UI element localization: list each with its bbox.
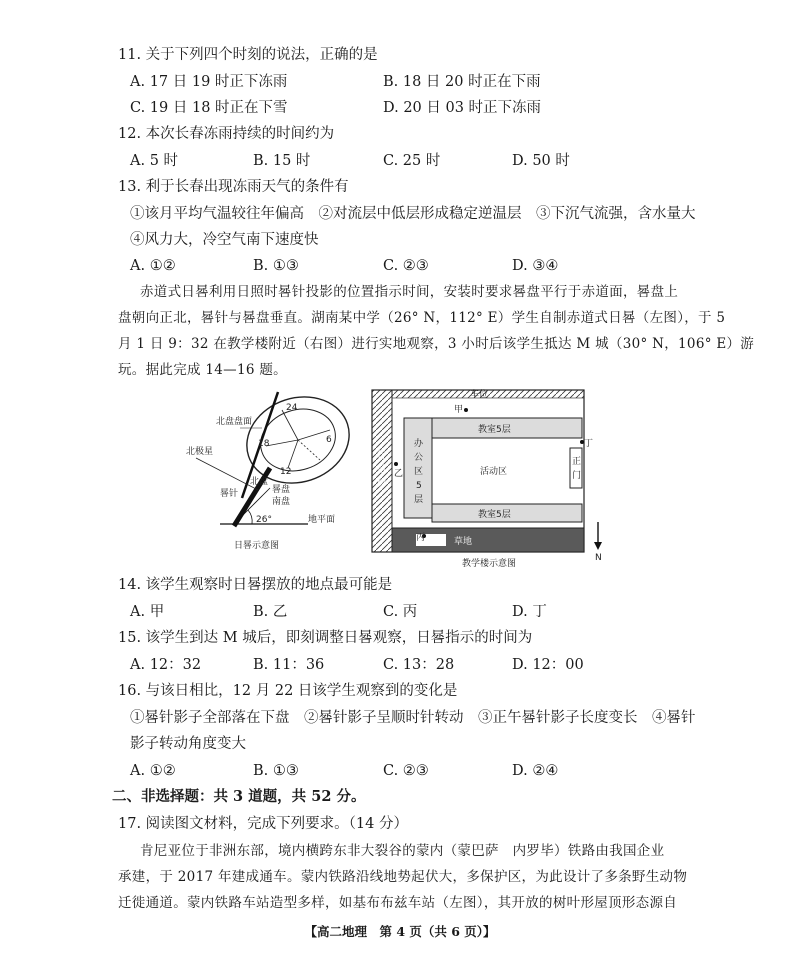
q16-option-c: C. ②③ [383,763,429,779]
q12-option-d: D. 50 时 [512,153,570,169]
label-north-surface: 北盘盘面 [216,417,253,427]
label-road-3: 树 [377,479,387,489]
q12-option-a: A. 5 时 [130,153,179,169]
label-office-2: 公 [414,453,424,463]
q14-option-d: D. 丁 [512,604,547,620]
label-north: N [595,553,602,563]
q14-option-b: B. 乙 [253,604,288,620]
point-jia: 甲 [454,405,464,415]
page-footer: 【高二地理 第 4 页（共 6 页）】 [304,924,496,939]
q14-option-c: C. 丙 [383,604,418,620]
q15-option-c: C. 13：28 [383,657,455,673]
main-gate [570,448,582,488]
q16-option-d: D. ②④ [512,763,559,779]
label-gate-1: 正 [572,457,582,467]
label-classroom-bottom: 教室5层 [478,510,511,520]
q17-stem: 17. 阅读图文材料，完成下列要求。（14 分） [118,816,408,832]
q13-option-b: B. ①③ [253,258,299,274]
point-ding: 丁 [584,439,594,449]
label-lawn: 草地 [454,537,473,547]
q11-option-d: D. 20 日 03 时正下冻雨 [383,100,542,116]
label-ground: 地平面 [308,515,336,525]
q13-option-c: C. ②③ [383,258,429,274]
point-yi: 乙 [394,469,404,479]
label-office-1: 办 [414,439,424,449]
sundial-caption: 日晷示意图 [234,541,280,551]
q13-option-d: D. ③④ [512,258,559,274]
q16-option-b: B. ①③ [253,763,299,779]
label-office-4: 5 [416,481,422,491]
q13-option-a: A. ①② [130,258,176,274]
q16-statements-line2: 影子转动角度变大 [130,736,246,752]
section-heading: 二、非选择题：共 3 道题，共 52 分。 [112,788,366,805]
q12-option-c: C. 25 时 [383,153,441,169]
label-activity: 活动区 [480,467,508,477]
label-dial: 晷盘 [272,485,291,495]
label-office-3: 区 [414,467,424,477]
q15-stem: 15. 该学生到达 M 城后，即刻调整日晷观察，日晷指示的时间为 [118,630,533,646]
label-road-2: 道 [377,465,387,475]
q13-statements-line2: ④风力大，冷空气南下速度快 [130,232,319,248]
q14-stem: 14. 该学生观察时日晷摆放的地点最可能是 [118,577,393,593]
q11-option-c: C. 19 日 18 时正在下雪 [130,100,288,116]
q14-option-a: A. 甲 [130,604,165,620]
q13-statements-line1: ①该月平均气温较往年偏高 ②对流层中低层形成稳定逆温层 ③下沉气流强，含水量大 [130,206,696,222]
label-hour-6: 6 [326,435,332,445]
q11-stem: 11. 关于下列四个时刻的说法，正确的是 [118,47,378,63]
q16-option-a: A. ①② [130,763,176,779]
label-angle: 26° [256,515,272,525]
q13-stem: 13. 利于长春出现冻雨天气的条件有 [118,179,349,195]
q15-option-b: B. 11：36 [253,657,325,673]
sundial-diagram [180,388,360,558]
intro-line1: 赤道式日晷利用日照时晷针投影的位置指示时间，安装时要求晷盘平行于赤道面，晷盘上 [140,284,679,300]
q15-option-a: A. 12：32 [130,657,202,673]
q11-option-b: B. 18 日 20 时正在下雨 [383,74,541,90]
label-hour-12: 12 [280,467,292,477]
campus-diagram [370,388,610,568]
label-classroom-top: 教室5层 [478,425,511,435]
label-gnomon: 晷针 [220,489,239,499]
q12-option-b: B. 15 时 [253,153,311,169]
point-bing: 丙 [416,533,426,543]
intro-line3: 月 1 日 9：32 在教学楼附近（右图）进行实地观察，3 小时后该学生抵达 M 城（30° N，106° E）游 [118,336,755,352]
q11-option-a: A. 17 日 19 时正下冻雨 [130,74,288,90]
q17-material-line1: 肯尼亚位于非洲东部，境内横跨东非大裂谷的蒙内（蒙巴萨 内罗毕）铁路由我国企业 [140,843,665,859]
label-road-1: 行 [377,451,387,461]
label-polaris: 北极星 [186,447,214,457]
q15-option-d: D. 12：00 [512,657,584,673]
label-gate-2: 门 [572,471,582,481]
label-hour-24: 24 [286,403,298,413]
q12-stem: 12. 本次长春冻雨持续的时间约为 [118,126,335,142]
q16-statements-line1: ①晷针影子全部落在下盘 ②晷针影子呈顺时针转动 ③正午晷针影子长度变长 ④晷针 [130,710,696,726]
q17-material-line3: 迁徙通道。蒙内铁路车站造型多样，如基布布兹车站（左图），其开放的树叶形屋顶形态源自 [118,895,678,911]
label-hour-18: 18 [258,439,270,449]
campus-caption: 教学楼示意图 [462,559,517,569]
q17-material-line2: 承建，于 2017 年建成通车。蒙内铁路沿线地势起伏大，多保护区，为此设计了多条野生动物 [118,869,688,885]
intro-line2: 盘朝向正北，晷针与晷盘垂直。湖南某中学（26° N，112° E）学生自制赤道式日晷（左图），于 5 [118,310,726,326]
q16-stem: 16. 与该日相比，12 月 22 日该学生观察到的变化是 [118,683,458,699]
label-north-plate: 北盘 [250,477,269,487]
label-office-5: 层 [414,495,424,505]
intro-line4: 玩。据此完成 14—16 题。 [118,362,287,378]
label-parking: 车位 [470,390,489,400]
label-south-plate: 南盘 [272,497,291,507]
